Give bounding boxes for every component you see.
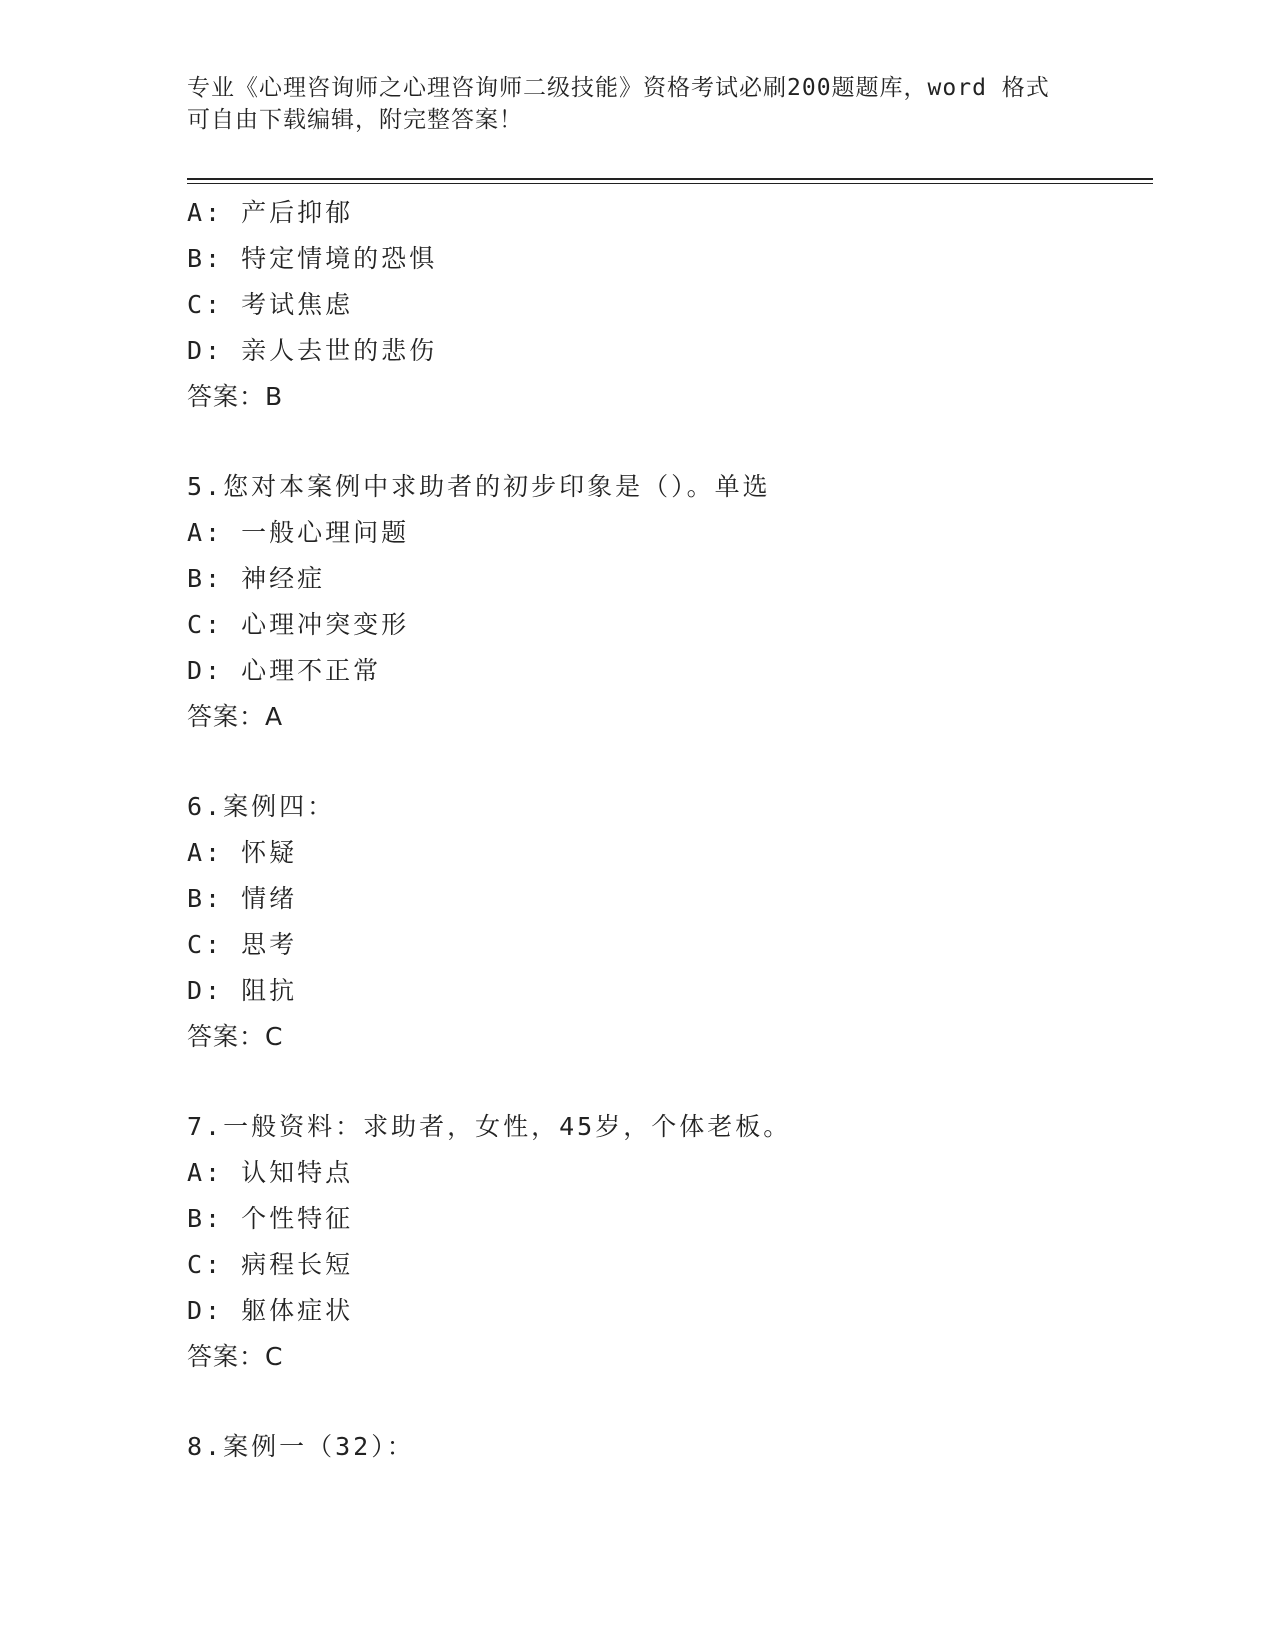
question-stem: 6.案例四： [187,792,336,821]
option-d: D: 躯体症状 [187,1296,354,1325]
option-a: A: 怀疑 [187,838,298,867]
option-c: C: 思考 [187,930,298,959]
question-spacer [187,420,1153,464]
document-header [187,72,1087,136]
option-a: A: 产后抑郁 [187,198,354,227]
question-block [187,1424,1153,1470]
header-title-line-1: 专业《心理咨询师之心理咨询师二级技能》资格考试必刷200题题库，word 格式 [187,75,1050,101]
question-spacer [187,740,1153,784]
option-b: B: 情绪 [187,884,298,913]
option-a: A: 一般心理问题 [187,518,410,547]
question-spacer [187,1380,1153,1424]
option-c: C: 考试焦虑 [187,290,354,319]
question-stem: 8.案例一（32）： [187,1432,415,1461]
option-b: B: 特定情境的恐惧 [187,244,438,273]
answer-line: 答案：C [187,1342,284,1371]
question-stem: 5.您对本案例中求助者的初步印象是（）。单选 [187,472,771,501]
question-stem: 7.一般资料：求助者，女性，45岁，个体老板。 [187,1112,792,1141]
answer-line: 答案：B [187,382,284,411]
question-block [187,464,1153,740]
option-d: D: 阻抗 [187,976,298,1005]
option-a: A: 认知特点 [187,1158,354,1187]
header-divider-thin [187,183,1153,184]
header-title-line-2: 可自由下载编辑，附完整答案！ [187,107,523,133]
option-b: B: 个性特征 [187,1204,354,1233]
option-d: D: 亲人去世的悲伤 [187,336,438,365]
question-spacer [187,1060,1153,1104]
question-block [187,190,1153,420]
answer-line: 答案：A [187,702,284,731]
answer-line: 答案：C [187,1022,284,1051]
header-divider-thick [187,178,1153,180]
option-d: D: 心理不正常 [187,656,382,685]
question-block [187,784,1153,1060]
question-list [187,190,1153,1470]
option-c: C: 病程长短 [187,1250,354,1279]
option-c: C: 心理冲突变形 [187,610,410,639]
option-b: B: 神经症 [187,564,326,593]
question-block [187,1104,1153,1380]
